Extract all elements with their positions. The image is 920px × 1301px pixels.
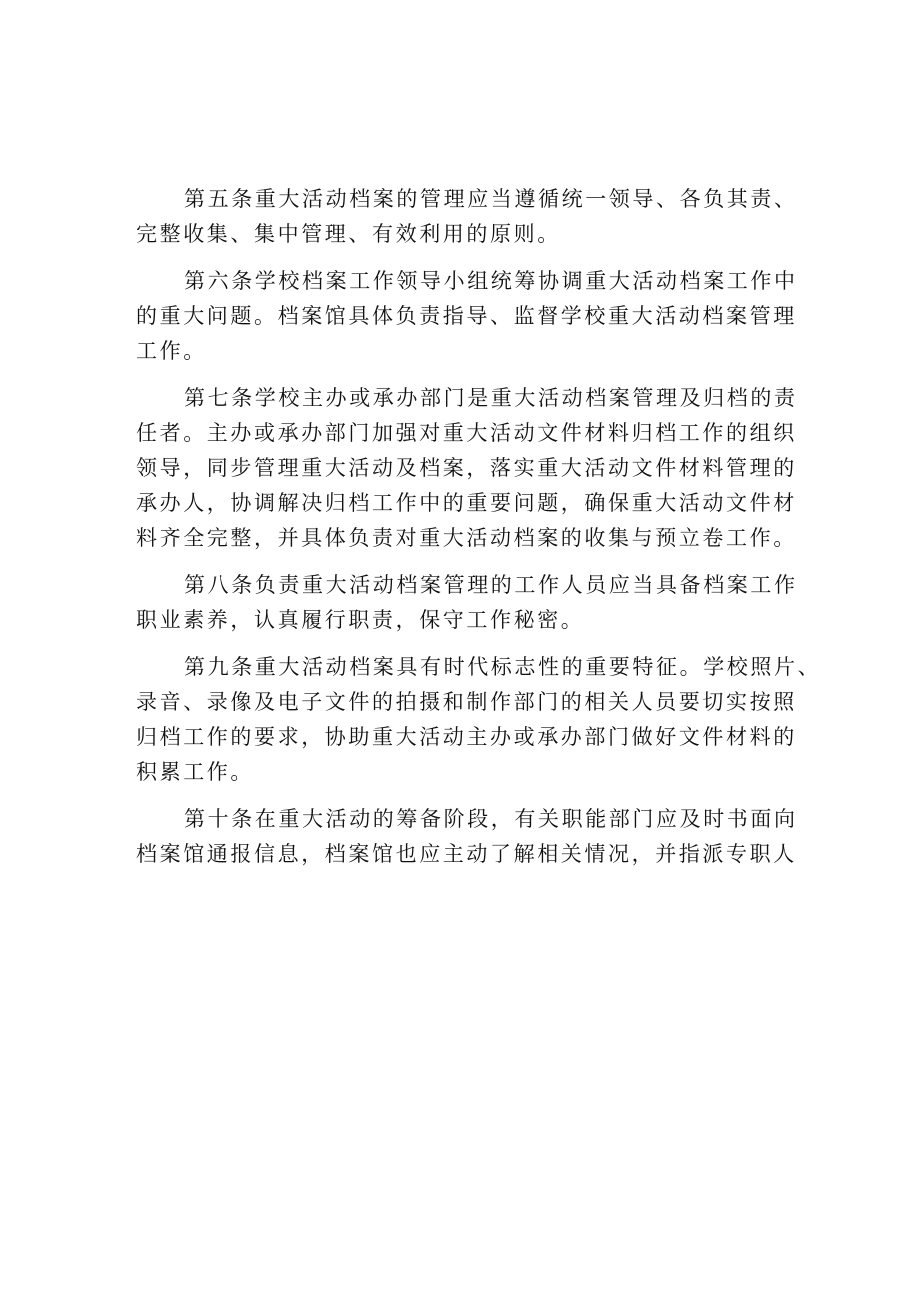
paragraph-spacer [136, 790, 796, 802]
article-5-line-1: 第五条重大活动档案的管理应当遵循统一领导、各负其责、 [184, 187, 798, 211]
article-10-paragraph [136, 802, 796, 872]
article-6-line-3: 工作。 [136, 339, 207, 363]
article-8-line-2: 职业素养，认真履行职责，保守工作秘密。 [136, 608, 585, 632]
article-8-paragraph [136, 568, 796, 638]
paragraph-spacer [136, 369, 796, 381]
article-10-line-1: 第十条在重大活动的筹备阶段，有关职能部门应及时书面向 [184, 807, 798, 831]
article-9-paragraph [136, 650, 822, 790]
article-5-line-2: 完整收集、集中管理、有效利用的原则。 [136, 222, 561, 246]
article-5-paragraph [136, 182, 796, 252]
paragraph-spacer [136, 556, 796, 568]
article-6-line-2: 的重大问题。档案馆具体负责指导、监督学校重大活动档案管理 [136, 304, 797, 328]
article-7-line-2: 任者。主办或承办部门加强对重大活动文件材料归档工作的组织 [136, 421, 797, 445]
article-6-paragraph [136, 264, 796, 369]
article-7-line-1: 第七条学校主办或承办部门是重大活动档案管理及归档的责 [184, 386, 798, 410]
document-body [136, 182, 822, 872]
article-9-line-2: 录音、录像及电子文件的拍摄和制作部门的相关人员要切实按照 [136, 690, 797, 714]
article-6-line-1: 第六条学校档案工作领导小组统筹协调重大活动档案工作中 [184, 269, 798, 293]
article-9-line-3: 归档工作的要求，协助重大活动主办或承办部门做好文件材料的 [136, 725, 797, 749]
article-7-paragraph [136, 381, 796, 556]
paragraph-spacer [136, 252, 796, 264]
article-7-line-4: 承办人，协调解决归档工作中的重要问题，确保重大活动文件材 [136, 491, 797, 515]
article-8-line-1: 第八条负责重大活动档案管理的工作人员应当具备档案工作 [184, 573, 798, 597]
article-10-line-2: 档案馆通报信息，档案馆也应主动了解相关情况，并指派专职人 [136, 842, 797, 866]
article-7-line-5: 料齐全完整，并具体负责对重大活动档案的收集与预立卷工作。 [136, 526, 797, 550]
article-9-line-4: 积累工作。 [136, 760, 254, 784]
article-9-line-1: 第九条重大活动档案具有时代标志性的重要特征。学校照片、 [184, 655, 822, 679]
paragraph-spacer [136, 638, 796, 650]
article-7-line-3: 领导，同步管理重大活动及档案，落实重大活动文件材料管理的 [136, 456, 797, 480]
